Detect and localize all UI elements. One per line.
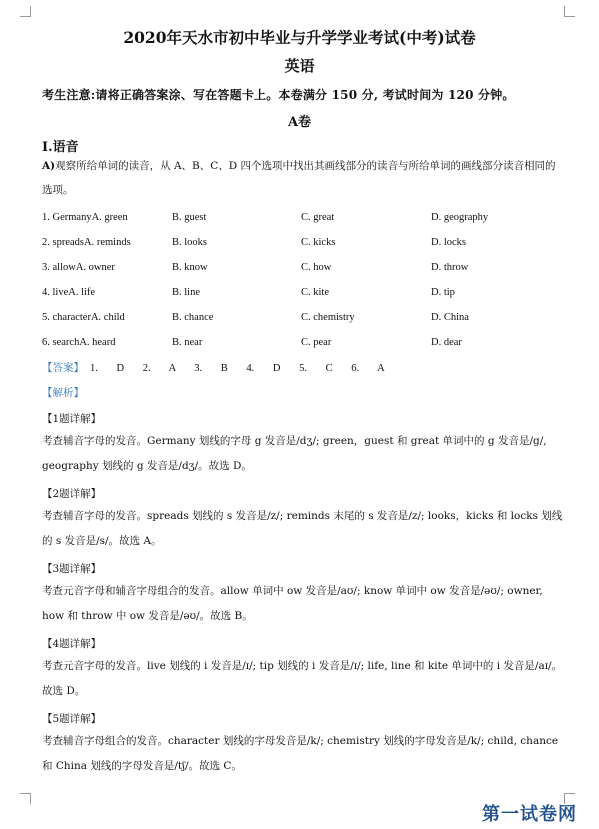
answer-tag: 【答案】 bbox=[42, 363, 84, 374]
explanation-text: 考查辅音字母组合的发音。character 划线的字母发音是/k/; chemistry 划线的字母发音是/k/; child, chance 和 China 划线的字母发音是/tʃ/。故选 C。 bbox=[42, 735, 559, 772]
option-d: D. dear bbox=[431, 337, 462, 348]
crop-mark-bottom-left bbox=[20, 793, 31, 804]
part-a-text: 观察所给单词的读音，从 A、B、C、D 四个选项中找出其画线部分的读音与所给单词的画线部分读音相同的选项。 bbox=[42, 160, 556, 196]
option-b: B. know bbox=[172, 262, 208, 273]
answer-line bbox=[42, 360, 385, 375]
answer-values: 1. D 2. A 3. B 4. D 5. C 6. A bbox=[90, 363, 385, 374]
question-row bbox=[42, 262, 562, 280]
option-d: D. locks bbox=[431, 237, 466, 248]
option-c: C. kite bbox=[301, 287, 329, 298]
option-d: D. China bbox=[431, 312, 469, 323]
question-row bbox=[42, 312, 562, 330]
option-c: C. great bbox=[301, 212, 335, 223]
option-c: C. kicks bbox=[301, 237, 336, 248]
question-row bbox=[42, 212, 562, 230]
exam-title: 2020年天水市初中毕业与升学学业考试(中考)试卷 bbox=[123, 28, 476, 47]
section-label: A卷 bbox=[287, 115, 312, 130]
option-d: D. throw bbox=[431, 262, 469, 273]
explanation-heading: 【1题详解】 bbox=[42, 413, 102, 425]
explanation-heading: 【4题详解】 bbox=[42, 638, 102, 650]
question-row bbox=[42, 237, 562, 255]
question-row bbox=[42, 337, 562, 355]
question-stem: 2. spreadsA. reminds bbox=[42, 237, 131, 248]
crop-mark-top-left bbox=[20, 6, 31, 17]
part-a-instruction bbox=[42, 154, 562, 202]
question-stem: 4. liveA. life bbox=[42, 287, 96, 298]
option-b: B. near bbox=[172, 337, 203, 348]
explanation-heading: 【2题详解】 bbox=[42, 488, 102, 500]
option-c: C. how bbox=[301, 262, 332, 273]
candidate-notice: 考生注意:请将正确答案涂、写在答题卡上。本卷满分 150 分, 考试时间为 120 分钟。 bbox=[42, 88, 515, 102]
part-heading: I.语音 bbox=[42, 140, 79, 155]
option-c: C. pear bbox=[301, 337, 332, 348]
explanation-text: 考查元音字母和辅音字母组合的发音。allow 单词中 ow 发音是/aʊ/; know 单词中 ow 发音是/əʊ/; owner, how 和 throw 中 ow 发音是/əʊ/。故选 B。 bbox=[42, 585, 543, 622]
part-a-label: A) bbox=[42, 160, 56, 172]
explanation-text: 考查元音字母的发音。live 划线的 i 发音是/ɪ/; tip 划线的 i 发音是/ɪ/; life, line 和 kite 单词中的 i 发音是/aɪ/。故选 D。 bbox=[42, 660, 563, 697]
option-d: D. tip bbox=[431, 287, 455, 298]
option-b: B. chance bbox=[172, 312, 214, 323]
explanation-text: 考查辅音字母的发音。Germany 划线的字母 g 发音是/dʒ/; green，guest 和 great 单词中的 g 发音是/g/, geography 划线的 g 发音是/dʒ/。故选 D。 bbox=[42, 435, 547, 472]
option-b: B. line bbox=[172, 287, 200, 298]
option-b: B. looks bbox=[172, 237, 208, 248]
question-stem: 1. GermanyA. green bbox=[42, 212, 128, 223]
explanation-heading: 【5题详解】 bbox=[42, 713, 102, 725]
explanation-heading: 【3题详解】 bbox=[42, 563, 102, 575]
question-stem: 6. searchA. heard bbox=[42, 337, 116, 348]
question-stem: 5. characterA. child bbox=[42, 312, 125, 323]
option-b: B. guest bbox=[172, 212, 207, 223]
question-stem: 3. allowA. owner bbox=[42, 262, 115, 273]
crop-mark-top-right bbox=[564, 6, 575, 17]
option-c: C. chemistry bbox=[301, 312, 355, 323]
exam-subject: 英语 bbox=[284, 57, 315, 75]
option-d: D. geography bbox=[431, 212, 489, 223]
analysis-tag: 【解析】 bbox=[42, 387, 84, 399]
site-watermark: 第一试卷网 bbox=[482, 804, 577, 825]
explanation-text: 考查辅音字母的发音。spreads 划线的 s 发音是/z/; reminds 末尾的 s 发音是/z/; looks，kicks 和 locks 划线的 s 发音是/s/。故选 A。 bbox=[42, 510, 563, 547]
question-row bbox=[42, 287, 562, 305]
